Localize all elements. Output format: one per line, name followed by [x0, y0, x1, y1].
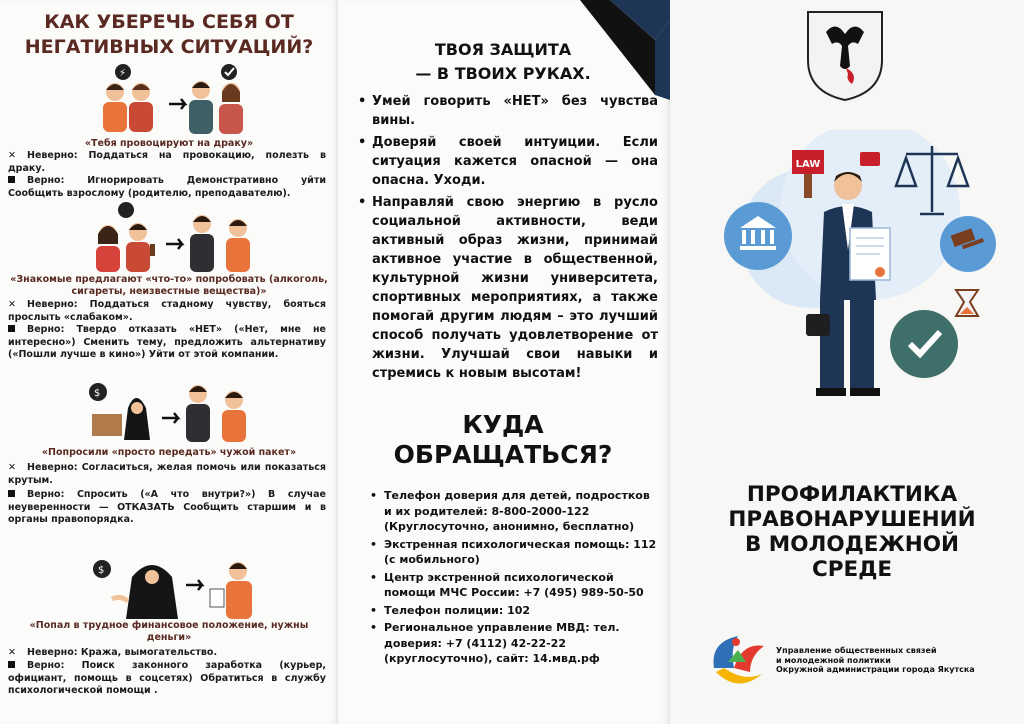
cross-icon: ✕ — [8, 150, 16, 161]
cover-title: ПРОФИЛАКТИКА ПРАВОНАРУШЕНИЙ В МОЛОДЕЖНОЙ СРЕДЕ — [728, 482, 976, 582]
package-icon — [92, 414, 122, 436]
arrow-icon — [186, 580, 202, 590]
scenario-1-caption: «Тебя провоцируют на драку» — [84, 138, 254, 149]
package-illustration — [88, 378, 268, 444]
scenario-4-right: Верно: Поиск законного заработка (курьер, официант, помощь в соцсетях) Обратиться в службу психологической помощи . — [8, 660, 326, 696]
square-bullet-icon — [8, 175, 17, 188]
arrow-icon — [169, 99, 185, 109]
scenario-1-right: Верно: Игнорировать Демонстративно уйти Сообщить взрослому (родителю, преподавателю). — [8, 175, 326, 199]
peer-pressure-illustration — [92, 200, 272, 274]
contact-item: • Экстренная психологическая помощь: 112 (с мобильного) — [370, 537, 660, 568]
scenario-2-wrong: ✕ Неверно: Поддаться стадному чувству, бояться прослыть «слабаком». — [8, 299, 326, 323]
contact-item: • Региональное управление МВД: тел. доверия: +7 (4112) 42-22-22 (круглосуточно), сайт: 14.мвд.рф — [370, 620, 660, 667]
law-justice-illustration — [700, 130, 1010, 400]
briefcase-icon — [860, 152, 880, 166]
svg-text:⚡: ⚡ — [119, 68, 127, 79]
cross-icon: ✕ — [8, 647, 16, 658]
money-trouble-illustration — [92, 555, 272, 621]
arrow-icon — [166, 239, 182, 249]
cross-icon: ✕ — [8, 462, 16, 473]
square-bullet-icon — [8, 660, 17, 673]
scenario-3-right: Верно: Спросить («А что внутри?») В случае неуверенности — ОТКАЗАТЬ Сообщить старшим и в органы правопорядка. — [8, 489, 326, 525]
document-icon — [210, 589, 224, 607]
city-coat-of-arms — [806, 10, 884, 102]
scenario-4-caption: «Попал в трудное финансовое положение, нужны деньги» — [29, 620, 309, 643]
contact-item: • Телефон доверия для детей, подростков и их родителей: 8-800-2000-122 (Круглосуточно, анонимно, бесплатно) — [370, 488, 660, 535]
scenario-2-right: Верно: Твердо отказать «НЕТ» («Нет, мне не интересно») Сменить тему, предложить альтернативу («Пошли лучше в кино») Уйти от этой компании. — [8, 324, 326, 360]
provocation-illustration — [95, 62, 255, 140]
cross-icon: ✕ — [8, 299, 16, 310]
svg-text:$: $ — [98, 565, 105, 576]
check-icon — [890, 310, 958, 378]
courthouse-icon — [724, 202, 792, 270]
contacts-list — [370, 488, 660, 669]
tip-item: • Умей говорить «НЕТ» без чувства вины. — [358, 92, 658, 130]
svg-text:$: $ — [94, 388, 101, 399]
contact-item: • Центр экстренной психологической помощи МЧС России: +7 (495) 989-50-50 — [370, 570, 660, 601]
tip-item: • Направляй свою энергию в русло социальной активности, веди активный образ жизни, принимай активное участие в общественной, культурной жизни университета, спортивных мероприятиях, а также помогай другим людям – это лучший способ получать удовлетворение от жизни. Улучшай свои навыки и стремись к новым высотам! — [358, 193, 658, 383]
briefcase-icon — [806, 314, 830, 336]
organization-logo — [704, 628, 772, 696]
square-bullet-icon — [8, 489, 17, 502]
contact-item: • Телефон полиции: 102 — [370, 603, 660, 619]
smoke-bubble-icon — [118, 202, 134, 218]
scenario-3-caption: «Попросили «просто передать» чужой пакет» — [41, 447, 297, 458]
arrow-icon — [162, 413, 178, 423]
protection-heading: ТВОЯ ЗАЩИТА — В ТВОИХ РУКАХ. — [415, 40, 591, 83]
tip-item: • Доверяй своей интуиции. Если ситуация кажется опасной — она опасна. Уходи. — [358, 133, 658, 190]
left-heading: КАК УБЕРЕЧЬ СЕБЯ ОТ НЕГАТИВНЫХ СИТУАЦИЙ? — [24, 11, 314, 58]
organization-name: Управление общественных связей и молодежной политики Окружной администрации города Якутска — [776, 646, 975, 674]
check-bubble-icon — [221, 64, 237, 80]
scenario-2-caption: «Знакомые предлагают «что-то» попробовать (алкоголь, сигареты, неизвестные вещества)» — [10, 274, 328, 297]
where-to-go-heading: КУДА ОБРАЩАТЬСЯ? — [393, 410, 613, 469]
square-bullet-icon — [8, 324, 17, 337]
svg-text:LAW: LAW — [795, 159, 821, 170]
tips-list — [358, 92, 658, 386]
scenario-4-wrong: ✕ Неверно: Кража, вымогательство. — [8, 647, 218, 658]
scenario-3-wrong: ✕ Неверно: Согласиться, желая помочь или показаться крутым. — [8, 462, 326, 486]
scenario-1-wrong: ✕ Неверно: Поддаться на провокацию, полезть в драку. — [8, 150, 326, 174]
